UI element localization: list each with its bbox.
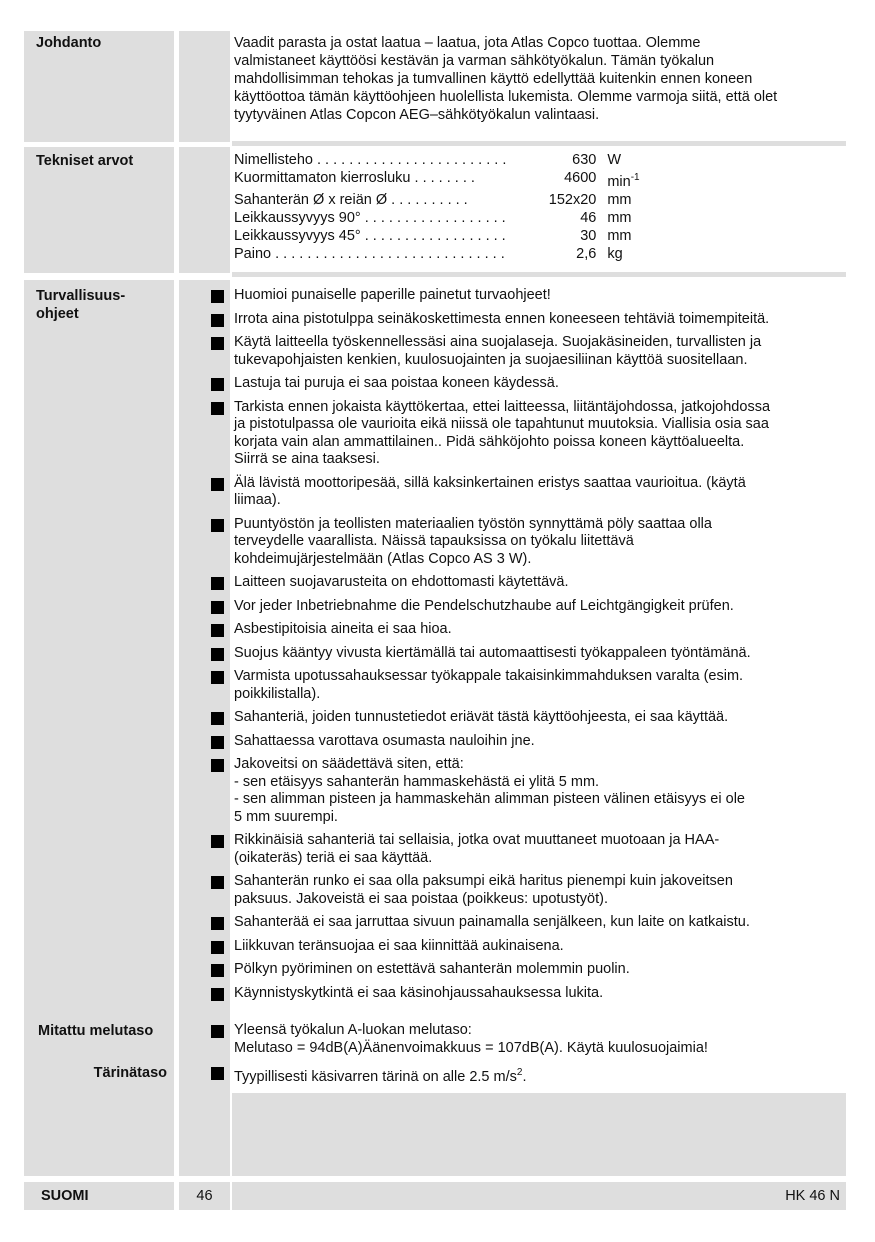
safety-item-line: Sahanterän runko ei saa olla paksumpi eikä haritus pienempi kuin jakoveitsen [234,873,733,889]
noise-line: Yleensä työkalun A-luokan melutaso: [234,1022,472,1038]
spec-value: 152x20 [548,191,597,208]
bullet-icon [211,712,224,725]
bullet-icon [211,290,224,303]
spec-unit: W [607,152,622,168]
safety-bottom-fill [232,1093,846,1176]
safety-item-line: Pölkyn pyöriminen on estettävä sahanterän molemmin puolin. [234,961,630,977]
intro-line: käyttöottoa tämän käyttöohjeen huolellista lukemista. Olemme varmoja siitä, että olet [234,89,778,105]
safety-item-line: (oikateräs) teriä ei saa käyttää. [234,849,433,866]
bullet-icon [211,759,224,772]
vibration-value: Tyypillisesti käsivarren tärinä on alle 2.5 m/s [234,1068,517,1085]
safety-item [234,873,840,908]
spec-row [234,191,647,209]
vibration-suffix: . [522,1068,527,1085]
safety-item [234,287,840,305]
spec-row [234,169,647,191]
spec-unit-sup: -1 [630,172,640,183]
spec-row [234,209,647,227]
safety-heading [36,287,125,323]
spec-value: 2,6 [576,245,597,262]
safety-item [234,832,840,867]
safety-item-line: Varmista upotussahauksessar työkappale takaisinkimmahduksen varalta (esim. [234,668,744,684]
safety-item [234,938,840,956]
vibration-sup: 2 [516,1067,523,1078]
safety-item-line: Sahanteriä, joiden tunnustetiedot eriävät tästä käyttöohjeesta, ei saa käyttää. [234,709,729,725]
safety-item-line: Sahanterää ei saa jarruttaa sivuun painamalla senjälkeen, kun laite on katkaistu. [234,914,750,930]
spec-row [234,151,647,169]
bullet-icon [211,964,224,977]
spec-label: Leikkaussyvyys 45° . . . . . . . . . . . . . . . . . . [234,227,506,244]
safety-item [234,914,840,932]
vibration-text [234,1064,840,1086]
safety-item-line: ja pistotulpassa ole vaurioita eikä niissä ole tapahtunut muutoksia. Viallisia osia saa [234,416,769,432]
spec-row [234,245,647,263]
bullet-icon [211,671,224,684]
noise-text [234,1022,840,1057]
footer-language: SUOMI [41,1188,89,1204]
spec-label: Sahanterän Ø x reiän Ø . . . . . . . . . . [234,191,468,208]
safety-item [234,961,840,979]
safety-item-line: terveydelle vaarallista. Näissä tapauksissa on työkalu liitettävä [234,533,634,549]
safety-item-line: Älä lävistä moottoripesää, sillä kaksinkertainen eristys saattaa vaurioitua. (käytä [234,474,746,491]
bullet-icon [211,941,224,954]
safety-item [234,311,840,329]
specs-block [234,151,840,263]
safety-item [234,709,840,727]
bullet-icon [211,835,224,848]
intro-line: mahdollisimman tehokas ja tumvallinen käyttö edellyttää kuitenkin ennen koneen [234,71,753,87]
safety-item-line: Liikkuvan teränsuojaa ei saa kiinnittää aukinaisena. [234,937,564,954]
safety-item-line: liimaa). [234,492,281,508]
safety-item [234,733,840,751]
spec-unit-text: min [607,173,631,190]
specs-margin-cell [179,147,230,273]
spec-label: Nimellisteho . . . . . . . . . . . . . . . . . . . . . . . . [234,152,507,168]
bullet-icon [211,876,224,889]
intro-line: Vaadit parasta ja ostat laatua – laatua, jota Atlas Copco tuottaa. Olemme [234,35,701,51]
safety-item-line: korjata vain alan ammattilainen.. Pidä sähköjohto poissa koneen käyttöalueelta. [234,433,745,450]
specs-divider [232,272,846,277]
safety-item-line: 5 mm suurempi. [234,808,338,825]
safety-item-line: Asbestipitoisia aineita ei saa hioa. [234,621,452,637]
bullet-icon [211,917,224,930]
safety-item-line: Sahattaessa varottava osumasta nauloihin jne. [234,732,535,749]
specs-table [234,151,647,263]
intro-line: valmistaneet käyttöösi kestävän ja varman sähkötyökalun. Tämän työkalun [234,53,715,69]
vibration-line [234,1064,840,1086]
safety-item-line: Jakoveitsi on säädettävä siten, että: [234,756,464,772]
safety-item [234,516,840,569]
safety-heading-cell [24,280,174,1176]
page-number: 46 [196,1188,213,1204]
safety-item-line: Vor jeder Inbetriebnahme die Pendelschutzhaube auf Leichtgängigkeit prüfen. [234,597,734,614]
safety-item-line: kohdeimujärjestelmään (Atlas Copco AS 3 W). [234,550,532,567]
safety-item-line: Siirrä se aina taaksesi. [234,451,380,467]
spec-value: 30 [580,227,597,244]
safety-item-line: Rikkinäisiä sahanteriä tai sellaisia, jotka ovat muuttaneet muotoaan ja HAA- [234,832,720,848]
safety-item-line: Tarkista ennen jokaista käyttökertaa, ettei laitteessa, liitäntäjohdossa, jatkojohdossa [234,398,771,415]
spec-unit: mm [607,227,632,244]
safety-item [234,985,840,1003]
spec-value: 46 [580,209,597,226]
intro-margin-cell [179,31,230,142]
safety-item-line: - sen alimman pisteen ja hammaskehän alimman pisteen välinen etäisyys ei ole [234,791,745,807]
footer-page-box [179,1182,230,1210]
safety-heading-line: Turvallisuus- [36,288,126,304]
safety-item-line: paksuus. Jakoveistä ei saa poistaa (poikkeus: upotustyöt). [234,890,608,907]
footer-model-box [232,1182,846,1210]
safety-item [234,756,840,826]
model-name: HK 46 N [785,1188,840,1204]
safety-item [234,574,840,592]
vibration-heading: Tärinätaso [93,1065,167,1081]
safety-heading-line: ohjeet [36,306,79,322]
safety-item-line: Laitteen suojavarusteita on ehdottomasti käytettävä. [234,574,569,590]
intro-heading: Johdanto [36,35,102,51]
safety-item [234,334,840,369]
spec-unit: kg [607,245,623,262]
safety-item [234,375,840,393]
safety-item-line: poikkilistalla). [234,685,321,702]
safety-item [234,668,840,703]
specs-heading: Tekniset arvot [36,153,134,169]
spec-unit [607,169,647,191]
bullet-icon [211,519,224,532]
spec-unit: mm [607,209,632,226]
spec-label: Leikkaussyvyys 90° . . . . . . . . . . . . . . . . . . [234,209,506,226]
safety-item [234,399,840,469]
safety-item-line: Irrota aina pistotulppa seinäkoskettimesta ennen koneeseen tehtäviä toimempiteitä. [234,310,770,327]
bullet-icon [211,378,224,391]
intro-line: tyytyväinen Atlas Copcon AEG–sähkötyökalun valintaasi. [234,107,600,123]
safety-item [234,621,840,639]
bullet-icon [211,601,224,614]
safety-item-line: - sen etäisyys sahanterän hammaskehästä ei ylitä 5 mm. [234,773,600,790]
safety-item-line: Käytä laitteella työskennellessäsi aina suojalaseja. Suojakäsineiden, turvallisten ja [234,334,762,350]
bullet-icon [211,988,224,1001]
bullet-icon [211,648,224,661]
safety-item-line: tukevapohjaisten kenkien, kuulosuojainten ja suojaesiliinan käyttöä suositellaan. [234,351,748,368]
noise-line: Melutaso = 94dB(A)Äänenvoimakkuus = 107dB(A). Käytä kuulosuojaimia! [234,1039,708,1056]
bullet-icon [211,402,224,415]
safety-item [234,475,840,510]
spec-value: 630 [572,152,597,168]
footer-language-box [24,1182,174,1210]
safety-item-line: Käynnistyskytkintä ei saa käsinohjaussahauksessa lukita. [234,984,604,1001]
bullet-icon [211,624,224,637]
spec-label: Kuormittamaton kierrosluku . . . . . . . . [234,170,475,186]
intro-text [234,34,840,124]
noise-heading: Mitattu melutaso [38,1023,154,1039]
bullet-icon [211,736,224,749]
bullet-icon [211,314,224,327]
bullet-icon [211,478,224,491]
bullet-icon [211,577,224,590]
spec-row [234,227,647,245]
bullet-icon [211,1025,224,1038]
bullet-icon [211,337,224,350]
spec-unit: mm [607,191,632,208]
safety-item [234,645,840,663]
safety-item [234,598,840,616]
safety-item-line: Suojus kääntyy vivusta kiertämällä tai automaattisesti työkappaleen työntämänä. [234,644,751,661]
intro-divider [232,141,846,146]
spec-label: Paino . . . . . . . . . . . . . . . . . . . . . . . . . . . . . [234,245,505,262]
spec-value: 4600 [564,170,597,186]
safety-item-line: Puuntyöstön ja teollisten materiaalien työstön synnyttämä pöly saattaa olla [234,515,712,532]
bullet-icon [211,1067,224,1080]
safety-item-line: Lastuja tai puruja ei saa poistaa koneen käydessä. [234,375,559,391]
safety-item-line: Huomioi punaiselle paperille painetut turvaohjeet! [234,287,551,303]
